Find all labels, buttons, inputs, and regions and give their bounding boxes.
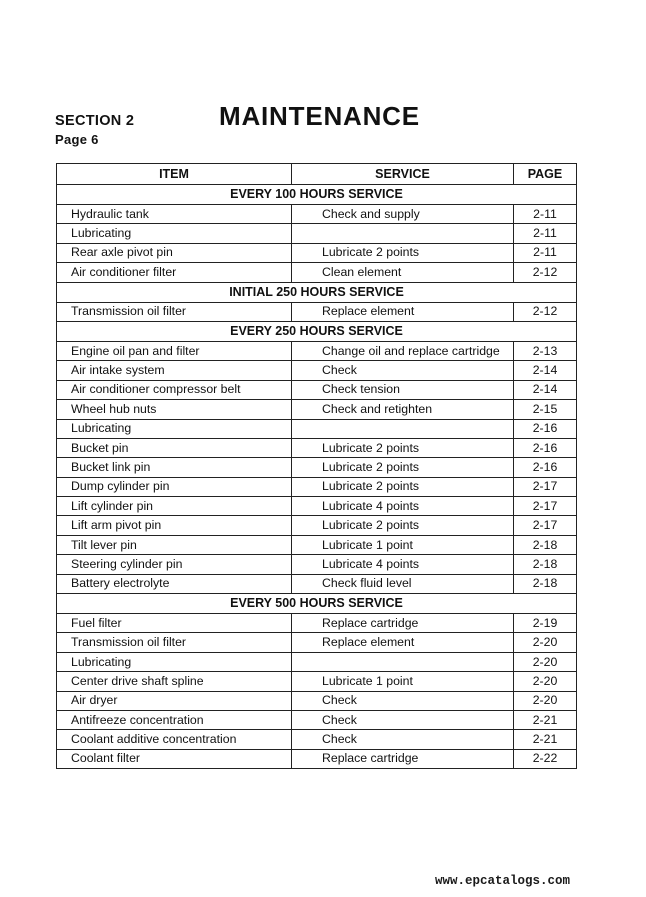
item-cell: Air dryer [57, 691, 292, 710]
item-cell: Battery electrolyte [57, 574, 292, 593]
page-cell: 2-18 [514, 555, 577, 574]
service-cell: Lubricate 2 points [292, 516, 514, 535]
group-title: INITIAL 250 HOURS SERVICE [57, 282, 577, 302]
table-row [57, 749, 577, 768]
page-cell: 2-14 [514, 380, 577, 399]
table-header-row [57, 164, 577, 185]
item-cell: Air conditioner compressor belt [57, 380, 292, 399]
service-cell: Lubricate 4 points [292, 555, 514, 574]
service-cell: Check [292, 691, 514, 710]
item-cell: Antifreeze concentration [57, 710, 292, 729]
item-cell: Tilt lever pin [57, 535, 292, 554]
table-row [57, 497, 577, 516]
page-cell: 2-18 [514, 574, 577, 593]
page-cell: 2-11 [514, 205, 577, 224]
table-row [57, 263, 577, 282]
item-cell: Air intake system [57, 361, 292, 380]
table-row [57, 574, 577, 593]
page-cell: 2-16 [514, 438, 577, 457]
page-cell: 2-20 [514, 652, 577, 671]
table-row [57, 672, 577, 691]
column-header-item: ITEM [57, 164, 292, 185]
page-cell: 2-21 [514, 730, 577, 749]
service-cell: Check and retighten [292, 400, 514, 419]
service-cell: Lubricate 2 points [292, 243, 514, 262]
page-cell: 2-19 [514, 614, 577, 633]
service-cell: Replace element [292, 633, 514, 652]
item-cell: Dump cylinder pin [57, 477, 292, 496]
service-cell: Check tension [292, 380, 514, 399]
service-cell: Lubricate 2 points [292, 438, 514, 457]
table-body [57, 185, 577, 769]
page-cell: 2-15 [514, 400, 577, 419]
group-header-row [57, 321, 577, 341]
service-cell: Lubricate 1 point [292, 535, 514, 554]
service-cell: Replace element [292, 302, 514, 321]
service-cell [292, 224, 514, 243]
page-cell: 2-14 [514, 361, 577, 380]
group-title: EVERY 250 HOURS SERVICE [57, 321, 577, 341]
page-cell: 2-12 [514, 302, 577, 321]
service-cell: Check [292, 710, 514, 729]
item-cell: Center drive shaft spline [57, 672, 292, 691]
item-cell: Bucket pin [57, 438, 292, 457]
service-cell: Check and supply [292, 205, 514, 224]
page-cell: 2-17 [514, 497, 577, 516]
page-cell: 2-13 [514, 341, 577, 360]
item-cell: Fuel filter [57, 614, 292, 633]
item-cell: Lift arm pivot pin [57, 516, 292, 535]
page-cell: 2-16 [514, 419, 577, 438]
page-cell: 2-17 [514, 477, 577, 496]
maintenance-table [56, 163, 577, 769]
service-cell: Clean element [292, 263, 514, 282]
item-cell: Wheel hub nuts [57, 400, 292, 419]
table-row [57, 361, 577, 380]
table-row [57, 730, 577, 749]
service-cell: Check [292, 730, 514, 749]
table-row [57, 516, 577, 535]
item-cell: Hydraulic tank [57, 205, 292, 224]
table-row [57, 438, 577, 457]
table-row [57, 302, 577, 321]
group-title: EVERY 500 HOURS SERVICE [57, 594, 577, 614]
table-row [57, 419, 577, 438]
item-cell: Transmission oil filter [57, 302, 292, 321]
table-row [57, 633, 577, 652]
service-cell: Check fluid level [292, 574, 514, 593]
page-number: Page 6 [55, 132, 99, 147]
item-cell: Bucket link pin [57, 458, 292, 477]
item-cell: Engine oil pan and filter [57, 341, 292, 360]
page-cell: 2-16 [514, 458, 577, 477]
page-cell: 2-12 [514, 263, 577, 282]
section-label: SECTION 2 [55, 113, 135, 129]
page-cell: 2-20 [514, 672, 577, 691]
service-cell [292, 419, 514, 438]
column-header-service: SERVICE [292, 164, 514, 185]
page-cell: 2-21 [514, 710, 577, 729]
page-cell: 2-17 [514, 516, 577, 535]
column-header-page: PAGE [514, 164, 577, 185]
page-cell: 2-20 [514, 633, 577, 652]
service-cell: Lubricate 4 points [292, 497, 514, 516]
table-row [57, 458, 577, 477]
table-row [57, 400, 577, 419]
table-row [57, 614, 577, 633]
page-cell: 2-20 [514, 691, 577, 710]
page-title: MAINTENANCE [219, 101, 420, 131]
item-cell: Lubricating [57, 224, 292, 243]
service-cell: Lubricate 1 point [292, 672, 514, 691]
item-cell: Lubricating [57, 419, 292, 438]
table-row [57, 205, 577, 224]
page-cell: 2-11 [514, 243, 577, 262]
service-cell: Lubricate 2 points [292, 458, 514, 477]
table-row [57, 380, 577, 399]
table-row [57, 652, 577, 671]
page-cell: 2-11 [514, 224, 577, 243]
service-cell [292, 652, 514, 671]
table-row [57, 243, 577, 262]
table-row [57, 477, 577, 496]
table-row [57, 555, 577, 574]
item-cell: Lubricating [57, 652, 292, 671]
item-cell: Coolant additive concentration [57, 730, 292, 749]
service-cell: Change oil and replace cartridge [292, 341, 514, 360]
service-cell: Replace cartridge [292, 614, 514, 633]
item-cell: Lift cylinder pin [57, 497, 292, 516]
table-row [57, 710, 577, 729]
group-header-row [57, 594, 577, 614]
page-cell: 2-22 [514, 749, 577, 768]
item-cell: Air conditioner filter [57, 263, 292, 282]
item-cell: Transmission oil filter [57, 633, 292, 652]
item-cell: Rear axle pivot pin [57, 243, 292, 262]
group-header-row [57, 185, 577, 205]
group-title: EVERY 100 HOURS SERVICE [57, 185, 577, 205]
service-cell: Check [292, 361, 514, 380]
service-cell: Lubricate 2 points [292, 477, 514, 496]
table-row [57, 691, 577, 710]
item-cell: Coolant filter [57, 749, 292, 768]
table-row [57, 224, 577, 243]
service-cell: Replace cartridge [292, 749, 514, 768]
table-row [57, 535, 577, 554]
page-cell: 2-18 [514, 535, 577, 554]
group-header-row [57, 282, 577, 302]
footer-url: www.epcatalogs.com [435, 874, 571, 888]
table-row [57, 341, 577, 360]
item-cell: Steering cylinder pin [57, 555, 292, 574]
